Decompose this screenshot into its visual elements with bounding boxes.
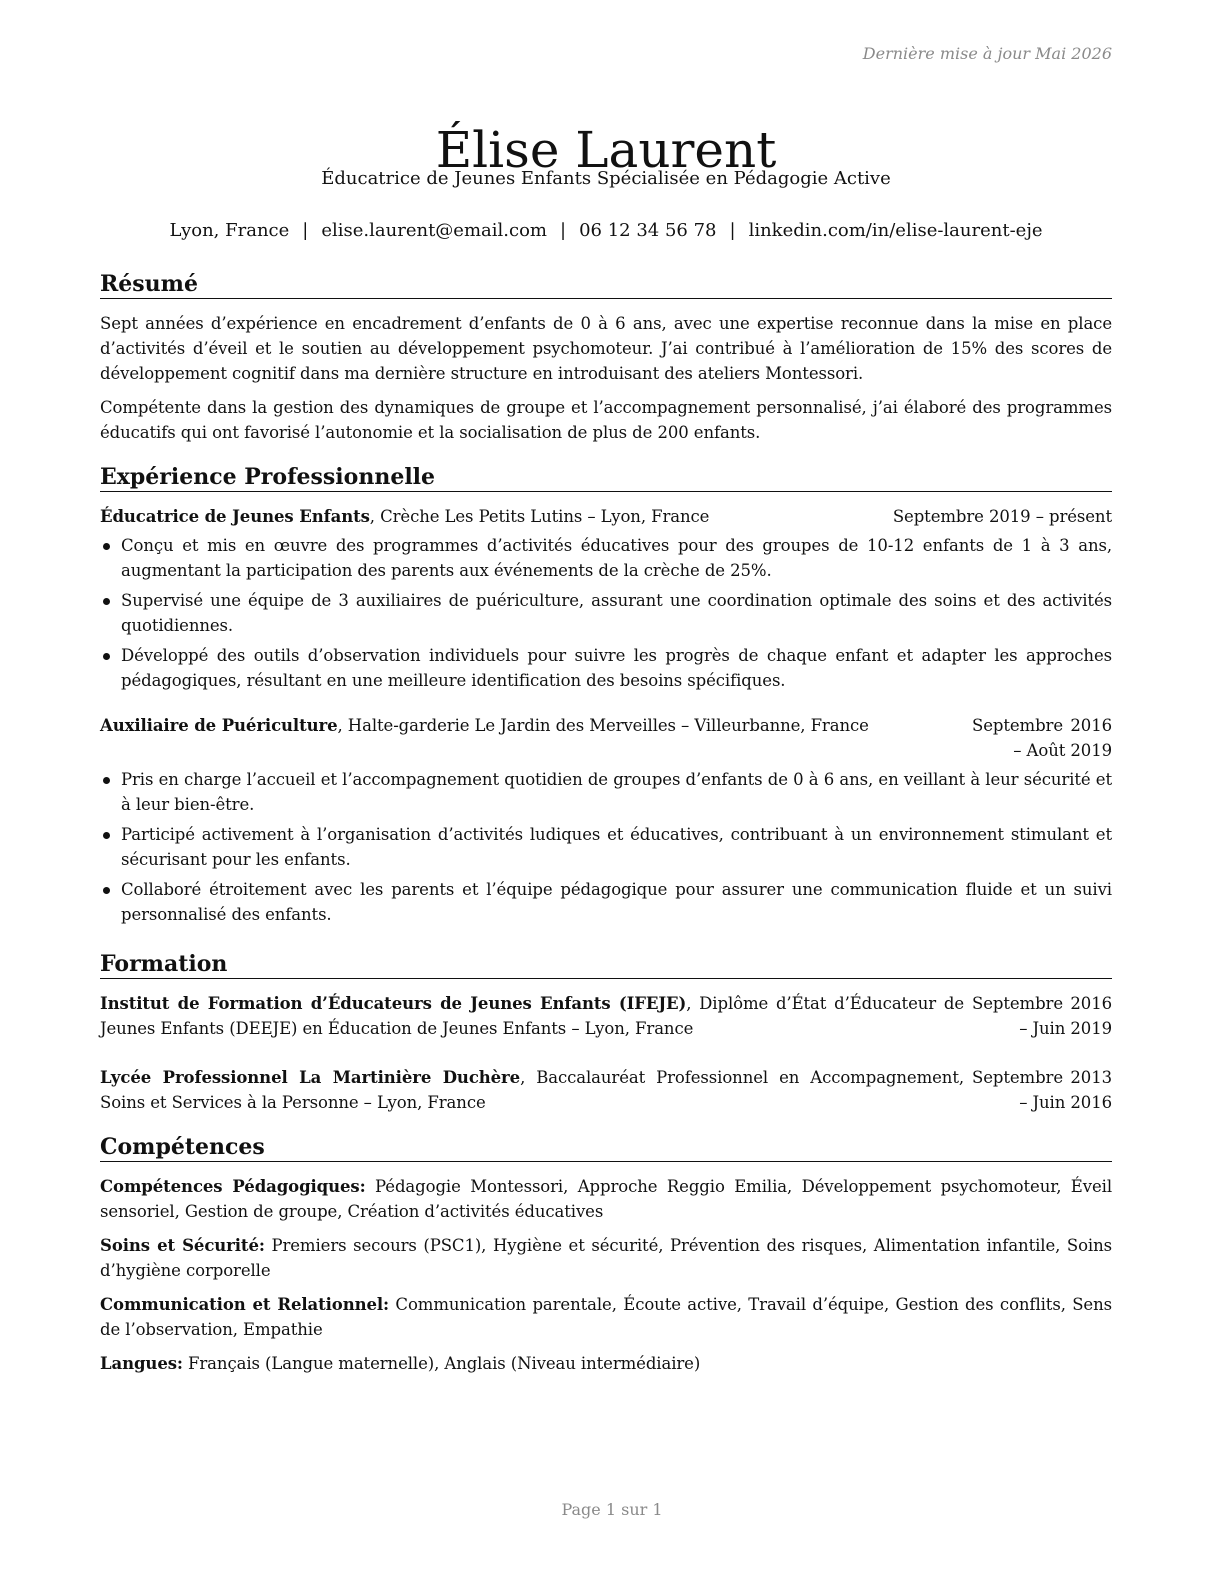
list-item: Développé des outils d’observation individuels pour suivre les progrès de chaque enfant et adapter les approches pédagogiques, résultant en une meilleure identification des besoins spécifiques. [100,643,1112,693]
skill-value: Pédagogie Montessori, Approche Reggio Emilia, Développement psychomoteur, Éveil sensoriel, Gestion de groupe, Création d’activités éducatives [100,1177,1112,1221]
contact-separator: | [302,220,309,241]
education-entry [100,991,1112,1041]
list-item: Participé activement à l’organisation d’activités ludiques et éducatives, contribuant à un environnement stimulant et sécurisant pour les enfants. [100,822,1112,872]
school-name: Institut de Formation d’Éducateurs de Jeunes Enfants (IFEJE) [100,994,687,1013]
skill-value: Premiers secours (PSC1), Hygiène et sécurité, Prévention des risques, Alimentation infantile, Soins d’hygiène corporelle [100,1236,1112,1280]
degree-details: , Diplôme d’État d’Éducateur de Jeunes Enfants (DEEJE) en Éducation de Jeunes Enfants – Lyon, France [100,994,964,1038]
contact-separator: | [559,220,567,241]
education-section [100,950,1112,1115]
list-item: Pris en charge l’accueil et l’accompagnement quotidien de groupes d’enfants de 0 à 6 ans, en veillant à leur sécurité et à leur bien-être. [100,767,1112,817]
job-details: , Halte-garderie Le Jardin des Merveilles – Villeurbanne, France [337,716,869,735]
skill-row [100,1292,1112,1342]
section-heading-skills: Compétences [100,1133,1112,1162]
skill-label: Langues: [100,1354,183,1373]
job-bullets [100,533,1112,693]
resume-paragraph: Sept années d’expérience en encadrement d’enfants de 0 à 6 ans, avec une expertise reconnue dans la mise en place d’activités d’éveil et le soutien au développement psychomoteur. J’ai contribué à l’amélioration de 15% des scores de développement cognitif dans ma dernière structure en introduisant des ateliers Montessori. [100,314,1112,383]
school-name: Lycée Professionnel La Martinière Duchère [100,1068,521,1087]
contact-line [100,218,1112,244]
job-dates: Septembre 2019 – présent [892,507,1112,526]
experience-section [100,463,1112,932]
resume-section [100,270,1112,454]
contact-phone: 06 12 34 56 78 [579,220,717,241]
bullet-icon [103,543,110,550]
skill-row [100,1351,1112,1376]
education-entry [100,1065,1112,1115]
skill-value: Français (Langue maternelle), Anglais (Niveau intermédiaire) [182,1354,701,1373]
bullet-icon [103,777,110,784]
job-entry [100,713,1112,927]
job-title: Éducatrice de Jeunes Enfants [100,507,370,526]
degree-details: , Baccalauréat Professionnel en Accompagnement, Soins et Services à la Personne – Lyon, France [100,1068,964,1112]
contact-location: Lyon, France [169,220,290,241]
candidate-title: Éducatrice de Jeunes Enfants Spécialisée en Pédagogie Active [321,168,891,189]
section-heading-education: Formation [100,950,1112,979]
section-heading-experience: Expérience Professionnelle [100,463,1112,492]
education-dates: Septembre 2016 – Juin 2019 [972,994,1112,1038]
bullet-icon [103,653,110,660]
skills-section [100,1133,1112,1385]
bullet-icon [103,887,110,894]
section-heading-resume: Résumé [100,270,1112,299]
skill-label: Soins et Sécurité: [100,1236,265,1255]
job-bullets [100,767,1112,927]
list-item: Conçu et mis en œuvre des programmes d’activités éducatives pour des groupes de 10-12 enfants de 1 à 3 ans, augmentant la participation des parents aux événements de la crèche de 25%. [100,533,1112,583]
contact-email[interactable]: elise.laurent@email.com [321,220,547,241]
education-dates: Septembre 2013 – Juin 2016 [972,1068,1112,1112]
bullet-icon [103,598,110,605]
skill-value: Communication parentale, Écoute active, Travail d’équipe, Gestion des conflits, Sens de l’observation, Empathie [100,1295,1112,1339]
contact-linkedin[interactable]: linkedin.com/in/elise-laurent-eje [748,220,1043,241]
job-dates: Septembre 2016 – Août 2019 [972,716,1112,760]
candidate-name: Élise Laurent [435,120,777,179]
job-details: , Crèche Les Petits Lutins – Lyon, France [369,507,710,526]
skill-row [100,1233,1112,1283]
bullet-icon [103,832,110,839]
last-updated: Dernière mise à jour Mai 2026 [862,44,1112,63]
resume-paragraph: Compétente dans la gestion des dynamiques de groupe et l’accompagnement personnalisé, j’ai élaboré des programmes éducatifs qui ont favorisé l’autonomie et la socialisation de plus de 200 enfants. [100,398,1112,442]
job-title: Auxiliaire de Puériculture [100,716,338,735]
contact-separator: | [729,220,736,241]
skill-label: Communication et Relationnel: [100,1295,390,1314]
job-header [100,504,1112,529]
list-item: Collaboré étroitement avec les parents et l’équipe pédagogique pour assurer une communication fluide et un suivi personnalisé des enfants. [100,877,1112,927]
skill-row [100,1174,1112,1224]
job-header [100,713,1112,763]
list-item: Supervisé une équipe de 3 auxiliaires de puériculture, assurant une coordination optimale des soins et des activités quotidiennes. [100,588,1112,638]
job-entry [100,504,1112,693]
skill-label: Compétences Pédagogiques: [100,1177,366,1196]
page-number: Page 1 sur 1 [561,1500,663,1519]
